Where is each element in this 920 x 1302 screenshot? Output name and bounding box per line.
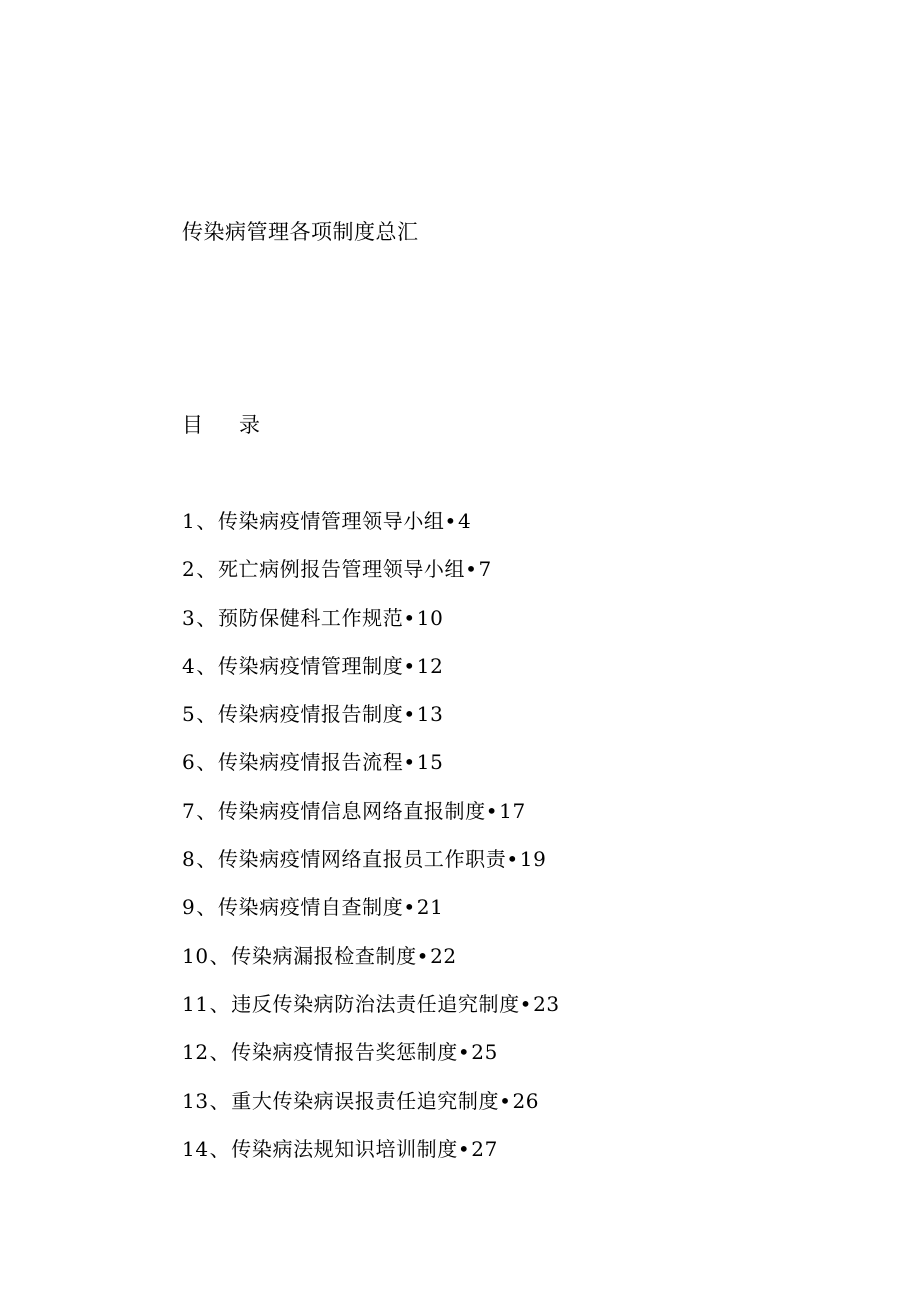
toc-entry-separator: 、 bbox=[196, 509, 217, 533]
toc-entry bbox=[182, 1086, 560, 1134]
toc-entry-number: 4 bbox=[182, 653, 196, 678]
toc-entry-title: 传染病疫情信息网络直报制度 bbox=[217, 798, 486, 823]
toc-entry-page: 15 bbox=[416, 750, 444, 775]
toc-entry-page: 22 bbox=[430, 943, 457, 968]
toc-entry-leader: • bbox=[519, 991, 533, 1016]
toc-entry-separator: 、 bbox=[196, 605, 217, 630]
toc-entry-number: 11 bbox=[182, 991, 209, 1016]
toc-entry bbox=[182, 1037, 560, 1085]
toc-entry-leader: • bbox=[416, 943, 430, 968]
toc-entry-separator: 、 bbox=[196, 895, 217, 920]
toc-entry bbox=[182, 844, 560, 892]
toc-entry-title: 传染病疫情管理领导小组 bbox=[217, 509, 445, 533]
toc-entry bbox=[182, 892, 560, 940]
toc-entry-leader: • bbox=[403, 605, 416, 630]
toc-entry-title: 违反传染病防治法责任追究制度 bbox=[231, 991, 520, 1016]
toc-entry-page: 19 bbox=[519, 847, 547, 872]
toc-entry-number: 3 bbox=[182, 605, 196, 630]
toc-entry-title: 传染病疫情管理制度 bbox=[217, 653, 404, 678]
toc-list bbox=[182, 506, 560, 1182]
toc-entry-page: 26 bbox=[512, 1088, 540, 1113]
toc-entry-leader: • bbox=[403, 702, 416, 727]
toc-entry bbox=[182, 747, 560, 795]
toc-entry-separator: 、 bbox=[196, 750, 217, 775]
toc-entry-number: 6 bbox=[182, 750, 196, 775]
document-title: 传染病管理各项制度总汇 bbox=[182, 220, 419, 244]
toc-heading bbox=[182, 411, 260, 439]
toc-entry-separator: 、 bbox=[209, 991, 231, 1016]
toc-entry-leader: • bbox=[403, 750, 416, 775]
toc-entry-separator: 、 bbox=[196, 653, 217, 678]
toc-entry-number: 8 bbox=[182, 847, 196, 872]
toc-entry-leader: • bbox=[465, 557, 478, 582]
toc-entry-title: 重大传染病误报责任追究制度 bbox=[231, 1088, 500, 1113]
toc-entry-title: 传染病疫情网络直报员工作职责 bbox=[217, 847, 507, 872]
toc-entry-separator: 、 bbox=[209, 943, 231, 968]
toc-entry-title: 传染病漏报检查制度 bbox=[231, 943, 417, 968]
toc-entry-separator: 、 bbox=[196, 847, 217, 872]
toc-entry-leader: • bbox=[403, 653, 416, 678]
toc-entry-page: 12 bbox=[416, 653, 444, 678]
toc-entry bbox=[182, 699, 560, 747]
toc-entry-separator: 、 bbox=[196, 798, 217, 823]
toc-entry-page: 17 bbox=[499, 798, 526, 823]
toc-entry-page: 21 bbox=[416, 895, 444, 920]
toc-entry-leader: • bbox=[444, 509, 457, 533]
toc-entry-number: 7 bbox=[182, 798, 196, 823]
toc-entry-title: 预防保健科工作规范 bbox=[217, 605, 404, 630]
toc-entry-page: 13 bbox=[416, 702, 444, 727]
toc-entry-title: 传染病疫情报告奖惩制度 bbox=[231, 1040, 458, 1065]
toc-entry-number: 9 bbox=[182, 895, 196, 920]
toc-heading-left: 目 bbox=[182, 413, 203, 437]
toc-entry-page: 27 bbox=[471, 1136, 498, 1161]
toc-entry bbox=[182, 1134, 560, 1182]
toc-entry-page: 25 bbox=[471, 1040, 498, 1065]
toc-entry bbox=[182, 796, 560, 844]
toc-entry bbox=[182, 989, 560, 1037]
toc-entry-title: 传染病法规知识培训制度 bbox=[231, 1136, 458, 1161]
toc-entry-title: 传染病疫情报告流程 bbox=[217, 750, 404, 775]
toc-entry-leader: • bbox=[485, 798, 499, 823]
toc-entry-leader: • bbox=[506, 847, 519, 872]
toc-entry-leader: • bbox=[403, 895, 416, 920]
toc-entry-number: 5 bbox=[182, 702, 196, 727]
toc-entry bbox=[182, 651, 560, 699]
toc-entry-title: 死亡病例报告管理领导小组 bbox=[217, 557, 466, 582]
toc-entry-number: 1 bbox=[182, 509, 196, 533]
toc-entry-separator: 、 bbox=[209, 1040, 231, 1065]
toc-entry-number: 13 bbox=[182, 1088, 209, 1113]
toc-entry-separator: 、 bbox=[196, 557, 217, 582]
toc-entry bbox=[182, 941, 560, 989]
toc-entry-number: 14 bbox=[182, 1136, 209, 1161]
toc-entry-number: 2 bbox=[182, 557, 196, 582]
toc-entry-leader: • bbox=[457, 1040, 471, 1065]
toc-entry-separator: 、 bbox=[209, 1088, 231, 1113]
toc-entry-number: 10 bbox=[182, 943, 209, 968]
toc-entry-leader: • bbox=[499, 1088, 512, 1113]
toc-heading-right: 录 bbox=[239, 413, 260, 437]
toc-entry bbox=[182, 603, 560, 651]
toc-entry-page: 23 bbox=[533, 991, 560, 1016]
toc-entry-page: 4 bbox=[457, 509, 472, 533]
toc-entry-leader: • bbox=[457, 1136, 471, 1161]
toc-entry-page: 10 bbox=[416, 605, 444, 630]
toc-entry bbox=[182, 554, 560, 602]
toc-entry-page: 7 bbox=[478, 557, 492, 582]
toc-entry-title: 传染病疫情自查制度 bbox=[217, 895, 404, 920]
toc-entry-separator: 、 bbox=[196, 702, 217, 727]
toc-entry bbox=[182, 506, 560, 554]
toc-entry-title: 传染病疫情报告制度 bbox=[217, 702, 404, 727]
toc-entry-separator: 、 bbox=[209, 1136, 231, 1161]
toc-entry-number: 12 bbox=[182, 1040, 209, 1065]
